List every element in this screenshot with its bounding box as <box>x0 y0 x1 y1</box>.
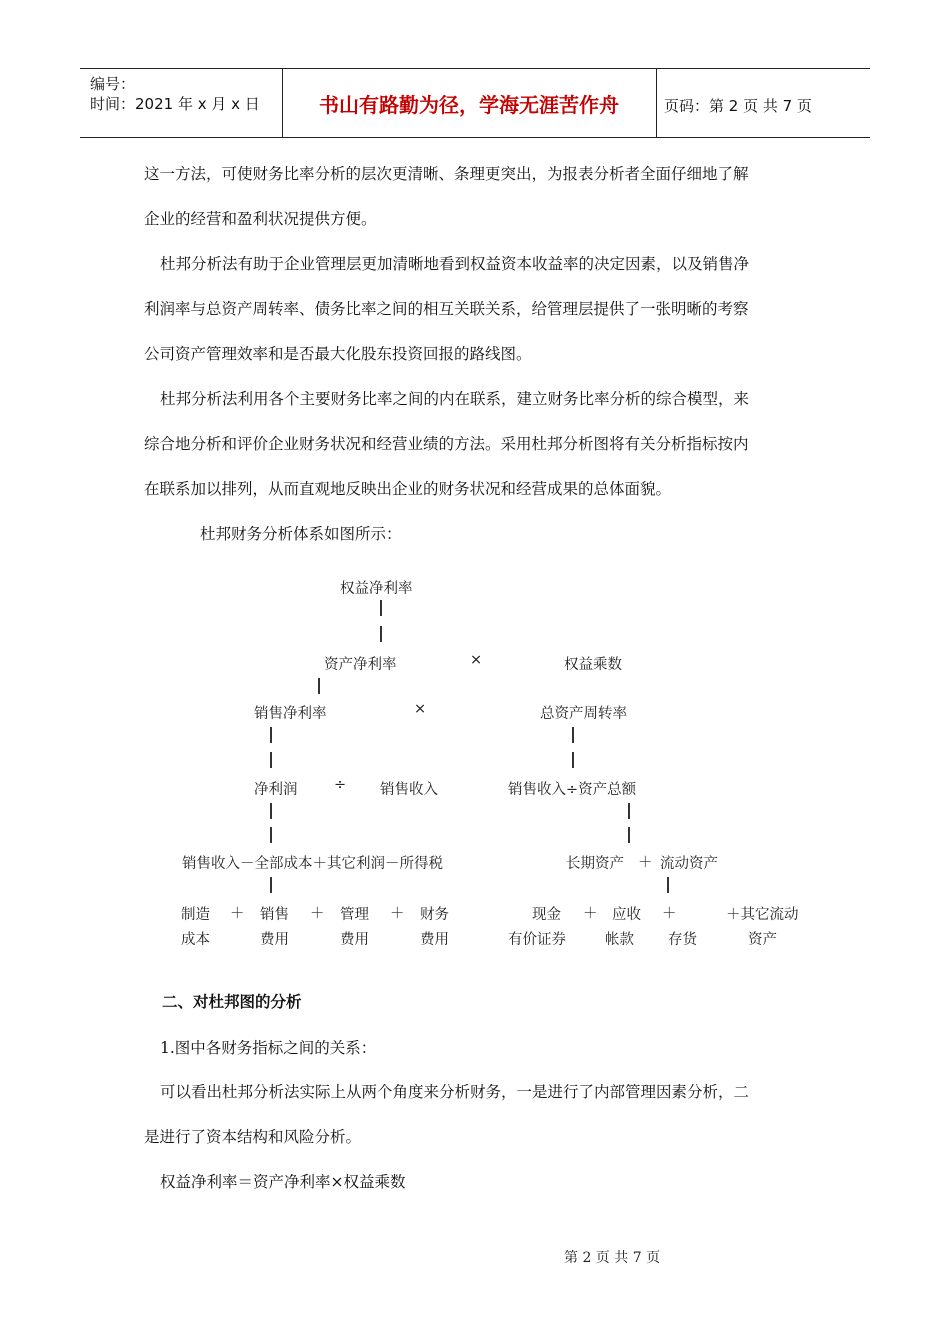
connector-line <box>318 678 320 694</box>
node-other-current: ＋其它流动 <box>726 907 799 923</box>
operator-plus: ＋ <box>310 906 325 922</box>
node-equity-multiplier: 权益乘数 <box>564 657 622 673</box>
connector-line <box>572 752 574 768</box>
node-current-assets: 流动资产 <box>660 856 718 872</box>
operator-plus: ＋ <box>390 906 405 922</box>
node-sales-over-assets: 销售收入÷资产总额 <box>508 782 637 798</box>
paragraph-line: 利润率与总资产周转率、债务比率之间的相互关联关系，给管理层提供了一张明晰的考察 <box>144 300 749 318</box>
page-footer: 第 2 页 共 7 页 <box>564 1250 661 1266</box>
operator-divide: ÷ <box>334 777 347 793</box>
date-label: 时间：2021 年 x 月 x 日 <box>90 95 260 113</box>
operator-plus: ＋ <box>583 906 598 922</box>
subheading: 1.图中各财务指标之间的关系： <box>160 1039 377 1057</box>
connector-line <box>270 803 272 819</box>
node-cost-label: 费用 <box>340 932 369 948</box>
connector-line <box>270 727 272 743</box>
header-divider <box>656 69 657 137</box>
node-cost-admin: 管理 <box>340 907 369 923</box>
node-cost-label: 费用 <box>260 932 289 948</box>
operator-times: × <box>414 701 427 717</box>
paragraph-line: 杜邦分析法利用各个主要财务比率之间的内在联系，建立财务比率分析的综合模型，来 <box>160 390 750 408</box>
node-roe: 权益净利率 <box>340 581 413 597</box>
node-net-margin: 销售净利率 <box>254 706 327 722</box>
operator-plus: ＋ <box>638 855 653 871</box>
node-cash: 现金 <box>532 907 561 923</box>
operator-plus: ＋ <box>662 906 677 922</box>
number-label: 编号： <box>90 75 136 93</box>
node-asset-turnover: 总资产周转率 <box>540 706 627 722</box>
node-long-term-assets: 长期资产 <box>566 856 624 872</box>
node-receivable: 应收 <box>612 907 641 923</box>
node-cost-manufacturing: 制造 <box>181 907 210 923</box>
connector-line <box>628 827 630 843</box>
paragraph-line: 可以看出杜邦分析法实际上从两个角度来分析财务，一是进行了内部管理因素分析，二 <box>160 1083 750 1101</box>
node-assets: 资产 <box>748 932 777 948</box>
node-securities: 有价证券 <box>508 932 566 948</box>
node-roa: 资产净利率 <box>324 657 397 673</box>
operator-plus: ＋ <box>230 906 245 922</box>
connector-line <box>270 827 272 843</box>
section-heading: 二、对杜邦图的分析 <box>162 993 302 1011</box>
node-sales-revenue: 销售收入 <box>380 782 438 798</box>
paragraph-line: 是进行了资本结构和风险分析。 <box>144 1128 362 1146</box>
connector-line <box>380 600 382 616</box>
paragraph-line: 企业的经营和盈利状况提供方便。 <box>144 210 377 228</box>
node-cost-label: 成本 <box>181 932 210 948</box>
diagram-caption: 杜邦财务分析体系如图所示： <box>200 525 402 543</box>
node-cost-label: 费用 <box>420 932 449 948</box>
node-cost-selling: 销售 <box>260 907 289 923</box>
operator-times: × <box>470 652 483 668</box>
connector-line <box>572 727 574 743</box>
connector-line <box>667 877 669 893</box>
paragraph-line: 在联系加以排列，从而直观地反映出企业的财务状况和经营成果的总体面貌。 <box>144 480 672 498</box>
node-net-profit: 净利润 <box>254 782 298 798</box>
connector-line <box>270 752 272 768</box>
paragraph-line: 杜邦分析法有助于企业管理层更加清晰地看到权益资本收益率的决定因素，以及销售净 <box>160 255 750 273</box>
node-inventory: 存货 <box>668 932 697 948</box>
paragraph-line: 这一方法，可使财务比率分析的层次更清晰、条理更突出，为报表分析者全面仔细地了解 <box>144 165 749 183</box>
paragraph-line: 公司资产管理效率和是否最大化股东投资回报的路线图。 <box>144 345 532 363</box>
paragraph-line: 综合地分析和评价企业财务状况和经营业绩的方法。采用杜邦分析图将有关分析指标按内 <box>144 435 749 453</box>
node-accounts: 帐款 <box>605 932 634 948</box>
connector-line <box>628 803 630 819</box>
formula: 权益净利率＝资产净利率×权益乘数 <box>160 1173 406 1191</box>
node-cost-finance: 财务 <box>420 907 449 923</box>
connector-line <box>380 626 382 642</box>
motto: 书山有路勤为径，学海无涯苦作舟 <box>319 92 619 117</box>
connector-line <box>270 877 272 893</box>
node-profit-formula: 销售收入－全部成本＋其它利润－所得税 <box>182 856 443 872</box>
page-label: 页码：第 2 页 共 7 页 <box>664 97 812 115</box>
